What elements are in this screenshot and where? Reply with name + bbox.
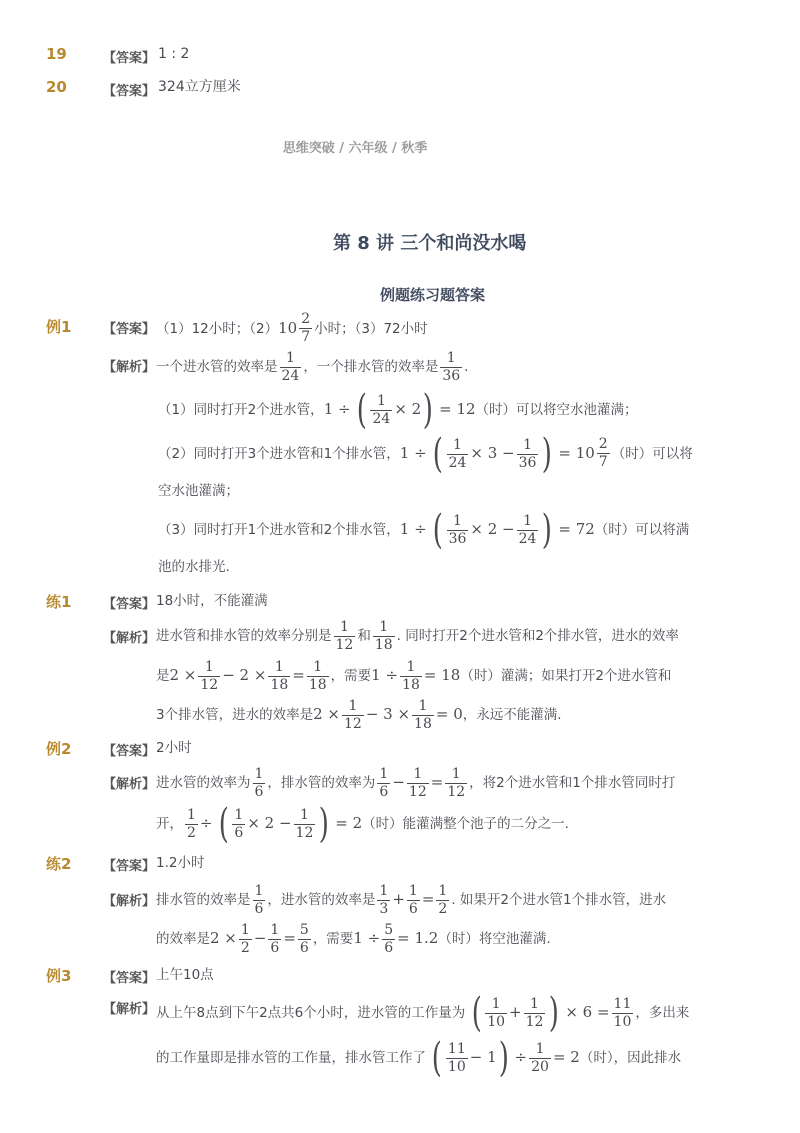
practice-1-analysis-line-3: 3个排水管，进水的效率是2 × $\frac{1}{12}$ − 3 × $\frac{1}{18}$ = 0，永远不能灌满. — [156, 697, 562, 732]
example-1-number: 例1 — [46, 318, 72, 336]
example-2-analysis-line-1: 进水管的效率为 $\frac{1}{6}$ ，排水管的效率为 $\frac{1}{6}$ − $\frac{1}{12}$ = $\frac{1}{12}$ ，将2个进水管和1个排水管同时打 — [156, 765, 676, 800]
example-1-analysis-line-4: 空水池灌满； — [158, 483, 239, 499]
example-3-number: 例3 — [46, 967, 72, 985]
answer-tag: 【答案】 — [103, 859, 156, 874]
answer-tag: 【答案】 — [103, 51, 156, 66]
answer-tag: 【答案】 — [103, 744, 156, 759]
answer-19: 1 : 2 — [158, 46, 190, 62]
example-1-analysis-line-5: （3）同时打开1个进水管和2个排水管，1 ÷ ( $\frac{1}{36}$ × 2 − $\frac{1}{24}$ ) = 72（时）可以将满 — [158, 507, 690, 553]
example-1-analysis-line-3: （2）同时打开3个进水管和1个排水管，1 ÷ ( $\frac{1}{24}$ × 3 − $\frac{1}{36}$ ) = 10 $\frac{2}{7}$ （时）可以将 — [158, 431, 693, 477]
question-number-20: 20 — [46, 78, 67, 96]
example-3-answer: 上午10点 — [156, 967, 214, 983]
example-1-analysis-line-1: 一个进水管的效率是 $\frac{1}{24}$ ，一个排水管的效率是 $\frac{1}{36}$ . — [156, 349, 469, 384]
practice-1-answer: 18小时，不能灌满 — [156, 593, 268, 609]
example-2-number: 例2 — [46, 740, 72, 758]
practice-2-number: 练2 — [46, 855, 72, 873]
answer-20: 324立方厘米 — [158, 79, 241, 95]
example-1-analysis-line-2: （1）同时打开2个进水管，1 ÷ ( $\frac{1}{24}$ × 2) = 12（时）可以将空水池灌满； — [158, 387, 638, 433]
example-1-analysis-line-6: 池的水排光. — [158, 559, 230, 575]
section-title: 例题练习题答案 — [380, 286, 486, 304]
practice-2-analysis-line-2: 的效率是2 × $\frac{1}{2}$ − $\frac{1}{6}$ = $\frac{5}{6}$ ，需要1 ÷ $\frac{5}{6}$ = 1.2（时）将空池灌满. — [156, 921, 551, 956]
book-subtitle: 思维突破 / 六年级 / 秋季 — [282, 141, 428, 156]
analysis-tag: 【解析】 — [103, 360, 156, 375]
analysis-tag: 【解析】 — [103, 631, 156, 646]
practice-2-answer: 1.2小时 — [156, 855, 205, 871]
lecture-title: 第 8 讲 三个和尚没水喝 — [333, 233, 527, 254]
answer-tag: 【答案】 — [103, 84, 156, 99]
answer-tag: 【答案】 — [103, 322, 156, 337]
practice-1-number: 练1 — [46, 593, 72, 611]
answer-tag: 【答案】 — [103, 597, 156, 612]
question-number-19: 19 — [46, 45, 67, 63]
analysis-tag: 【解析】 — [103, 1002, 156, 1017]
example-3-analysis-line-1: 从上午8点到下午2点共6个小时，进水管的工作量为 ( $\frac{1}{10}$ + $\frac{1}{12}$ ) × 6 = $\frac{11}{10}$ ，多出来 — [156, 990, 690, 1036]
practice-1-analysis-line-2: 是2 × $\frac{1}{12}$ − 2 × $\frac{1}{18}$ = $\frac{1}{18}$ ，需要1 ÷ $\frac{1}{18}$ = 18（时）灌满；如果打开2个进水管和 — [156, 658, 672, 693]
practice-1-analysis-line-1: 进水管和排水管的效率分别是 $\frac{1}{12}$ 和 $\frac{1}{18}$ . 同时打开2个进水管和2个排水管，进水的效率 — [156, 618, 679, 653]
example-1-answer: （1）12小时；（2） 10 $\frac{2}{7}$ 小时；（3）72小时 — [156, 310, 428, 345]
practice-2-analysis-line-1: 排水管的效率是 $\frac{1}{6}$ ，进水管的效率是 $\frac{1}{3}$ + $\frac{1}{6}$ = $\frac{1}{2}$ . 如果开2个进水管1个排水管，进水 — [156, 882, 667, 917]
example-2-answer: 2小时 — [156, 740, 192, 756]
example-3-analysis-line-2: 的工作量即是排水管的工作量，排水管工作了 ( $\frac{11}{10}$ − 1) ÷ $\frac{1}{20}$ = 2（时），因此排水 — [156, 1035, 682, 1081]
example-2-analysis-line-2: 开， $\frac{1}{2}$ ÷ ( $\frac{1}{6}$ × 2 − $\frac{1}{12}$ ) = 2（时）能灌满整个池子的二分之一. — [156, 801, 569, 847]
answer-tag: 【答案】 — [103, 971, 156, 986]
analysis-tag: 【解析】 — [103, 894, 156, 909]
analysis-tag: 【解析】 — [103, 777, 156, 792]
